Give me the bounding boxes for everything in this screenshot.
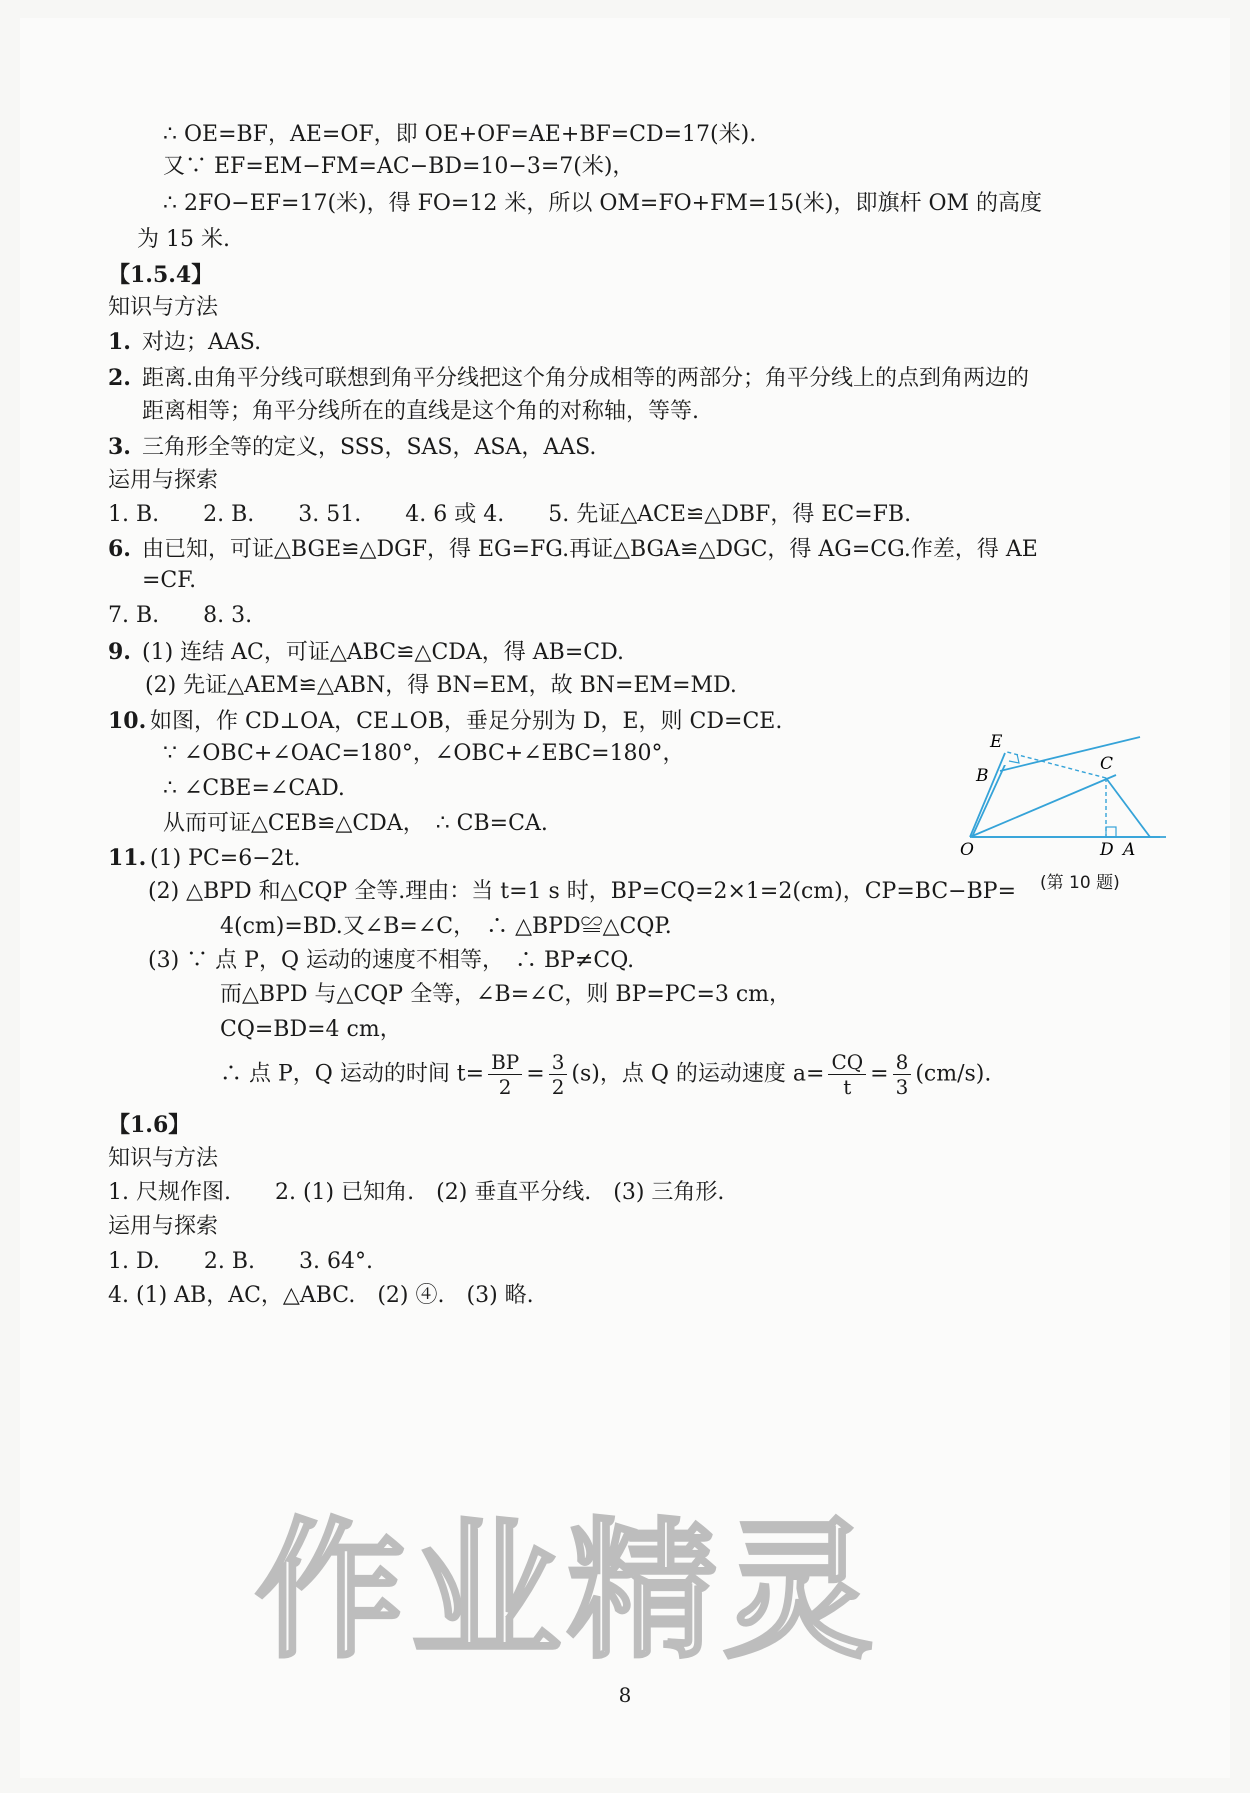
text-line: ∴ OE=BF，AE=OF，即 OE+OF=AE+BF=CD=17(米). xyxy=(163,122,757,147)
section-heading: 【1.6】 xyxy=(108,1112,191,1138)
fraction: $\frac{3}{2}$ xyxy=(549,1050,568,1099)
line-bc xyxy=(1000,737,1140,771)
text-line: ∴ 2FO−EF=17(米)，得 FO=12 米，所以 OM=FO+FM=15(米)，即旗杆 OM 的高度 xyxy=(163,191,1043,216)
text-line: 从而可证△CEB≌△CDA， ∴ CB=CA. xyxy=(163,811,548,836)
text-line: 4(cm)=BD.又∠B=∠C， ∴ △BPD≌△CQP. xyxy=(220,914,672,939)
answer-item: 6. 由已知，可证△BGE≌△DGF，得 EG=FG.再证△BGA≌△DGC，得 AG=CG.作差，得 AE xyxy=(108,536,1038,562)
fraction: $\frac{8}{3}$ xyxy=(893,1050,912,1099)
answer-row: 1. 尺规作图. 2. (1) 已知角. (2) 垂直平分线. (3) 三角形. xyxy=(108,1180,725,1205)
answer-row: 1. B. 2. B. 3. 51. 4. 6 或 4. 5. 先证△ACE≌△DBF，得 EC=FB. xyxy=(108,502,912,527)
text-line: =CF. xyxy=(142,568,197,593)
answer-item: 11. (1) PC=6−2t. xyxy=(108,845,301,871)
subsection-heading: 知识与方法 xyxy=(108,1146,219,1171)
label-o: O xyxy=(960,840,974,860)
fraction: $\frac{CQ}{t}$ xyxy=(828,1050,866,1099)
text-line: (3) ∵ 点 P，Q 运动的速度不相等， ∴ BP≠CQ. xyxy=(148,948,635,973)
text-line: 距离相等；角平分线所在的直线是这个角的对称轴，等等. xyxy=(142,399,699,424)
label-b: B xyxy=(976,766,989,786)
subsection-heading: 运用与探索 xyxy=(108,1214,219,1239)
answer-item: 10. 如图，作 CD⊥OA，CE⊥OB，垂足分别为 D，E，则 CD=CE. xyxy=(108,708,783,734)
label-e: E xyxy=(990,732,1003,752)
text-line: 而△BPD 与△CQP 全等，∠B=∠C，则 BP=PC=3 cm， xyxy=(220,982,792,1007)
fraction: $\frac{BP}{2}$ xyxy=(488,1050,522,1099)
right-angle-d xyxy=(1106,827,1116,837)
right-angle-e xyxy=(1009,754,1019,763)
figure-caption: (第 10 题) xyxy=(1040,873,1120,893)
page-number: 8 xyxy=(618,1683,632,1707)
geometry-diagram xyxy=(960,715,1180,875)
label-c: C xyxy=(1100,754,1114,774)
answer-row: 7. B. 8. 3. xyxy=(108,603,253,628)
text-line: ∴ ∠CBE=∠CAD. xyxy=(163,776,345,801)
label-a: A xyxy=(1123,840,1136,860)
line-ca xyxy=(1106,778,1150,837)
formula-line: ∴ 点 P，Q 运动的时间 t= $\frac{BP}{2}$ = $\frac{3}{2}$ (s)，点 Q 的运动速度 a= $\frac{CQ}{t}$ = $\frac{8}{3}$ (cm/s). xyxy=(220,1050,992,1099)
answer-item: 9. (1) 连结 AC，可证△ABC≌△CDA，得 AB=CD. xyxy=(108,639,624,665)
watermark-logo: 作业精灵 xyxy=(255,1505,880,1679)
subsection-heading: 知识与方法 xyxy=(108,295,219,320)
answer-item: 1. 对边；AAS. xyxy=(108,329,262,355)
text-line: (2) △BPD 和△CQP 全等.理由：当 t=1 s 时，BP=CQ=2×1=2(cm)，CP=BC−BP= xyxy=(148,879,1017,904)
text-line: (2) 先证△AEM≌△ABN，得 BN=EM，故 BN=EM=MD. xyxy=(145,673,737,698)
answer-row: 1. D. 2. B. 3. 64°. xyxy=(108,1249,373,1274)
answer-item: 3. 三角形全等的定义，SSS，SAS，ASA，AAS. xyxy=(108,434,597,460)
subsection-heading: 运用与探索 xyxy=(108,468,219,493)
label-d: D xyxy=(1100,840,1114,860)
text-line: CQ=BD=4 cm， xyxy=(220,1017,402,1042)
section-heading: 【1.5.4】 xyxy=(108,262,214,288)
text-line: ∵ ∠OBC+∠OAC=180°，∠OBC+∠EBC=180°， xyxy=(163,741,685,766)
answer-item: 2. 距离.由角平分线可联想到角平分线把这个角分成相等的两部分；角平分线上的点到角两边的 xyxy=(108,365,1029,391)
text-line: 为 15 米. xyxy=(137,227,230,252)
answer-row: 4. (1) AB，AC，△ABC. (2) ④. (3) 略. xyxy=(108,1283,534,1308)
text-line: 又∵ EF=EM−FM=AC−BD=10−3=7(米)， xyxy=(163,154,635,179)
